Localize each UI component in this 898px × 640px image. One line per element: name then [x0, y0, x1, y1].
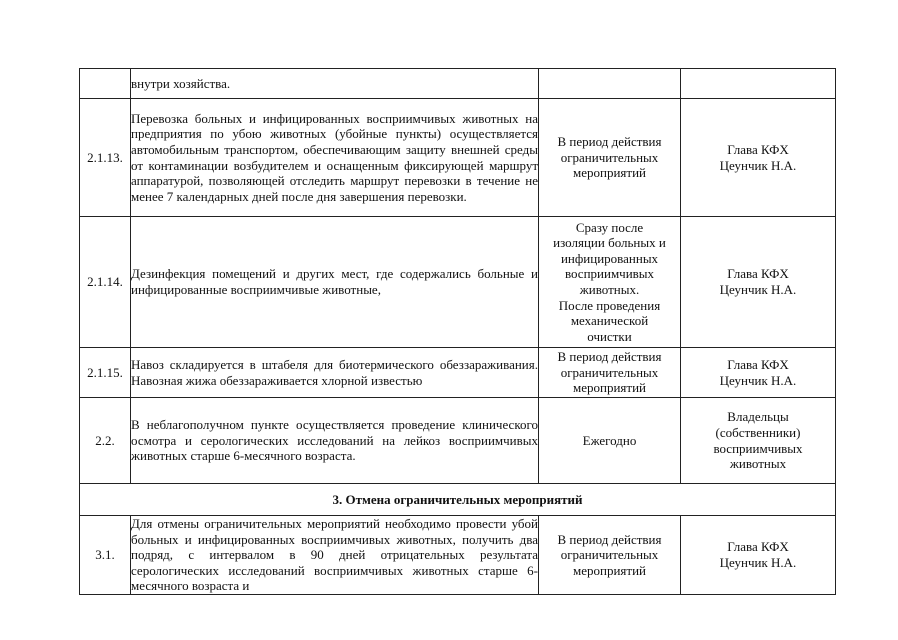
row-description: Дезинфекция помещений и других мест, где содержались больные и инфицированные восприимчивые животные,: [131, 217, 539, 348]
row-responsible: [681, 69, 836, 99]
responsible-line: Цеунчик Н.А.: [719, 554, 797, 570]
period-line: изоляции больных и: [553, 235, 666, 251]
period-line: мероприятий: [573, 165, 646, 181]
responsible-line: животных: [729, 456, 787, 472]
table-row: [80, 398, 836, 484]
row-period: [539, 516, 681, 595]
row-description: внутри хозяйства.: [131, 69, 539, 99]
responsible-line: Глава КФХ: [727, 266, 789, 282]
responsible-line: Глава КФХ: [727, 539, 789, 555]
row-responsible: [681, 398, 836, 484]
row-description: В неблагополучном пункте осуществляется проведение клинического осмотра и серологических исследований на лейкоз восприимчивых животных старше 6-месячного возраста.: [131, 398, 539, 484]
responsible-line: (собственники): [715, 424, 801, 440]
measures-table: [79, 68, 836, 595]
responsible-line: Цеунчик Н.А.: [719, 282, 797, 297]
table-row: [80, 348, 836, 398]
period-line: механической: [570, 313, 649, 329]
row-number: 2.1.14.: [80, 217, 131, 348]
table-row: [80, 516, 836, 595]
responsible-line: восприимчивых: [713, 440, 803, 456]
row-number: 2.1.15.: [80, 348, 131, 398]
period-line: ограничительных: [560, 149, 659, 165]
row-period: [539, 348, 681, 398]
period-line: После проведения: [558, 297, 661, 313]
period-line: инфицированных: [560, 250, 659, 266]
period-line: Сразу после: [575, 219, 644, 235]
period-line: очистки: [587, 328, 632, 344]
responsible-line: Цеунчик Н.А.: [719, 157, 797, 173]
table-row: [80, 99, 836, 217]
table-row: [80, 217, 836, 348]
period-line: животных.: [579, 282, 640, 297]
section-row: [80, 484, 836, 516]
responsible-line: Глава КФХ: [727, 141, 789, 157]
row-period: [539, 398, 681, 484]
period-line: ограничительных: [560, 364, 659, 380]
row-number: 2.2.: [80, 398, 131, 484]
row-number: 2.1.13.: [80, 99, 131, 217]
row-responsible: [681, 99, 836, 217]
period-line: Ежегодно: [582, 432, 637, 448]
responsible-line: Цеунчик Н.А.: [719, 372, 797, 388]
responsible-line: Владельцы: [727, 409, 789, 425]
row-period: [539, 217, 681, 348]
row-description: Перевозка больных и инфицированных восприимчивых животных на предприятия по убою животных (убойные пункты) осуществляется автомобильным транспортом, обеспечивающим защиту внешней среды от контаминации возбудителем и оснащенным фиксирующей маршрут аппаратурой, позволяющей отследить маршрут перевозки в течение не менее 7 календарных дней после дня завершения перевозки.: [131, 99, 539, 217]
period-line: В период действия: [557, 134, 662, 150]
section-title: 3. Отмена ограничительных мероприятий: [80, 484, 836, 516]
row-responsible: [681, 348, 836, 398]
row-period: [539, 69, 681, 99]
period-line: мероприятий: [573, 562, 646, 578]
row-number: [80, 69, 131, 99]
period-line: мероприятий: [573, 380, 646, 396]
row-responsible: [681, 217, 836, 348]
row-description: Навоз складируется в штабеля для биотермического обеззараживания. Навозная жижа обеззараживается хлорной известью: [131, 348, 539, 398]
row-responsible: [681, 516, 836, 595]
period-line: ограничительных: [560, 547, 659, 563]
row-number: 3.1.: [80, 516, 131, 595]
table-row: [80, 69, 836, 99]
period-line: В период действия: [557, 531, 662, 547]
period-line: восприимчивых: [564, 266, 655, 282]
responsible-line: Глава КФХ: [727, 356, 789, 372]
row-description: Для отмены ограничительных мероприятий необходимо провести убой больных и инфицированных восприимчивых животных, получить два подряд, с интервалом в 90 дней отрицательных результата серологических исследований восприимчивых животных старше 6-месячного возраста и: [131, 516, 538, 594]
period-line: В период действия: [557, 349, 662, 365]
row-period: [539, 99, 681, 217]
